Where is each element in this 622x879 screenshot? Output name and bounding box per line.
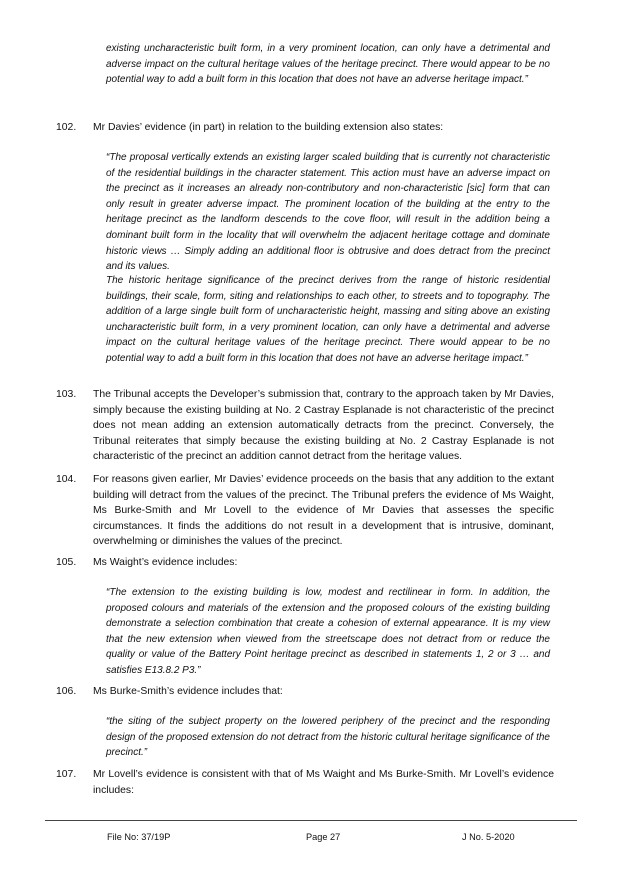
paragraph-105 xyxy=(56,555,554,571)
footer-file-number: File No: 37/19P xyxy=(107,832,171,842)
paragraph-text: For reasons given earlier, Mr Davies’ evidence proceeds on the basis that any addition to the extant building will detract from the values of the precinct. The Tribunal prefers the evidence of Ms Waight, Ms Burke-Smith and Mr Lovell to the evidence of Mr Davies that assesses the specific circumstances. It finds the additions do not result in a development that is intrusive, dominant, overwhelming or diminishes the values of the precinct. xyxy=(93,474,554,548)
quote-waight: “The extension to the existing building is low, modest and rectilinear in form. In addition, the proposed colours and materials of the extension and the proposed colours of the existing building demonstrate a selection combination that create a cohesion of external appearance. It is my view that the new extension when viewed from the streetscape does not detract from or reduce the quality or value of the Battery Point heritage precinct as described in statements 1, 2 or 3 … and satisfies E13.8.2 P3.” xyxy=(106,587,550,676)
quote-burke-smith: “the siting of the subject property on the lowered periphery of the precinct and the responding design of the proposed extension do not detract from the historic cultural heritage significance of the precinct.” xyxy=(106,716,550,759)
quote-davies-part-1: “The proposal vertically extends an existing larger scaled building that is currently not characteristic of the residential buildings in the character statement. This action must have an adverse impact on the precinct as it increases an already non-contributory and non-characteristic [sic] form that can only result in greater adverse impact. The prominent location of the building at the entry to the heritage precinct as the landform descends to the cove floor, will result in the addition being a dominant built form in the locality that will overwhelm the adjacent heritage cottage and dominate historic views … Simply adding an additional floor is obtrusive and does detract from the precinct and its values. xyxy=(106,152,550,273)
paragraph-text: Ms Waight’s evidence includes: xyxy=(93,557,238,568)
paragraph-text: Mr Lovell’s evidence is consistent with that of Ms Waight and Ms Burke-Smith. Mr Lovell’s evidence includes: xyxy=(93,769,554,796)
paragraph-text: Ms Burke-Smith’s evidence includes that: xyxy=(93,686,283,697)
footer-page-number: Page 27 xyxy=(306,832,341,842)
paragraph-number: 102. xyxy=(56,122,77,133)
paragraph-104 xyxy=(56,472,554,550)
paragraph-number: 105. xyxy=(56,557,77,568)
paragraph-number: 103. xyxy=(56,389,77,400)
paragraph-number: 104. xyxy=(56,474,77,485)
paragraph-text: Mr Davies’ evidence (in part) in relation to the building extension also states: xyxy=(93,122,444,133)
footer-judgment-number: J No. 5-2020 xyxy=(462,832,515,842)
paragraph-text: The Tribunal accepts the Developer’s submission that, contrary to the approach taken by Mr Davies, simply because the existing building at No. 2 Castray Esplanade is not characteristic of the precinct does not mean adding an extension automatically detracts from the precinct. Conversely, the Tribunal reiterates that simply because the existing building at No. 2 Castray Esplanade is not characteristic of the precinct an addition cannot detract from the heritage values. xyxy=(93,389,554,463)
paragraph-107 xyxy=(56,767,554,798)
paragraph-102 xyxy=(56,120,554,136)
quote-continuation: existing uncharacteristic built form, in a very prominent location, can only have a detrimental and adverse impact on the cultural heritage values of the heritage precinct. There would appear to be no potential way to add a built form in this location that does not have an adverse heritage impact.” xyxy=(106,43,550,86)
paragraph-106 xyxy=(56,684,554,700)
footer-divider xyxy=(45,820,577,821)
paragraph-number: 106. xyxy=(56,686,77,697)
quote-davies-part-2: The historic heritage significance of the precinct derives from the range of historic residential buildings, their scale, form, siting and relationships to each other, to streets and to topography. The addition of a large single built form of uncharacteristic height, massing and siting above an existing uncharacteristic built form, in a very prominent location, can only have a detrimental and adverse impact on the cultural heritage values of the heritage precinct. There would appear to be no potential way to add a built form in this location that does not have an adverse heritage impact.” xyxy=(106,275,550,364)
paragraph-number: 107. xyxy=(56,769,77,780)
paragraph-103 xyxy=(56,387,554,465)
